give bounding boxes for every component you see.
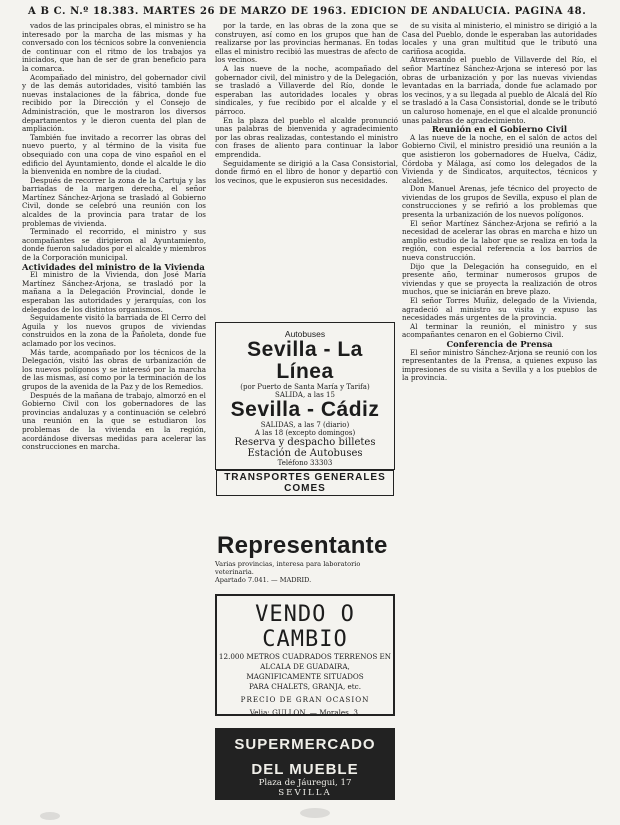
- paragraph: Don Manuel Arenas, jefe técnico del proyecto de viviendas de los grupos de Sevilla, expuso el plan de construcciones y se refirió a los problemas que presenta la urbanización de los nuevos polígonos.: [402, 184, 597, 220]
- paragraph: Más tarde, acompañado por los técnicos de la Delegación, visitó las obras de urbanización de los nuevos polígonos y se interesó por la marcha de las mismas, así como por la terminación de los grupos de la avenida de la Paz y de los Remedios.: [22, 347, 206, 391]
- paragraph: Acompañado del ministro, del gobernador civil y de las demás autoridades, visitó también las nuevas instalaciones de la fábrica, donde fue recibido por la Dirección y el Consejo de Administración, que le mostraron los diversos departamentos y le dieron cuenta del plan de ampliación.: [22, 72, 206, 134]
- paragraph: Atravesando el pueblo de Villaverde del Río, el señor Martínez Sánchez-Arjona se interesó por las obras de urbanización y por las nuevas viviendas levantadas en la barriada, donde fue aclamado por los vecinos, y a su llegada al pueblo de Alcalá del Río se trasladó a la Casa Consistorial, donde se le tributó un caluroso homenaje, en el que el alcalde pronunció unas palabras de agradecimiento.: [402, 55, 597, 125]
- route-title: Sevilla - Cádiz: [230, 398, 380, 421]
- paragraph: Terminado el recorrido, el ministro y sus acompañantes se dirigieron al Ayuntamiento, donde fueron saludados por el alcalde y miembros de la Corporación municipal.: [22, 227, 207, 263]
- ad-address: Plaza de Jáuregui, 17: [258, 778, 352, 788]
- paragraph: Después de la mañana de trabajo, almorzó en el Gobierno Civil con los gobernadores de las provincias andaluzas y a continuación se celebró una reunión en la que se estudiaron los problemas de la vivienda en la región, acordándose diversas medidas para acelerar las construcciones en marcha.: [22, 390, 206, 452]
- supermarket-advertisement: [215, 728, 395, 800]
- section-heading: Actividades del ministro de la Vivienda: [22, 261, 205, 272]
- paragraph: En la plaza del pueblo el alcalde pronunció unas palabras de bienvenida y agradecimiento por las obras realizadas, contestando el ministro con frases de aliento para continuar la labor emprendida.: [215, 115, 398, 159]
- ad-text: 12.000 METROS CUADRADOS TERRENOS EN ALCALA DE GUADAIRA,: [218, 652, 392, 671]
- page-header: A B C. N.º 18.383. MARTES 26 DE MARZO DE 1963. EDICION DE ANDALUCIA. PAGINA 48.: [28, 6, 587, 17]
- ad-title: VENDO O CAMBIO: [255, 602, 355, 652]
- scan-smudge: [40, 812, 60, 820]
- column-right: [402, 22, 597, 822]
- ad-text: PARA CHALETS, GRANJA, etc.: [249, 682, 361, 691]
- paragraph: También fue invitado a recorrer las obras del nuevo puerto, y al término de la visita fue obsequiado con una copa de vino español en el edificio del Ayuntamiento, donde el alcalde le dio la bienvenida en nombre de la ciudad.: [22, 132, 206, 177]
- paragraph: vados de las principales obras, el ministro se ha interesado por la marcha de las mismas y ha conversado con los técnicos sobre la conveniencia de continuar con el ritmo de los trabajos ya iniciados, que han de ser de gran beneficio para la comarca.: [22, 21, 206, 73]
- ad-title: DEL MUEBLE: [251, 761, 359, 778]
- route-via: (por Puerto de Santa María y Tarifa): [240, 383, 370, 391]
- paragraph: de su visita al ministerio, el ministro se dirigió a la Casa del Pueblo, donde le esperaban las autoridades locales y una gran multitud que le tributó una cariñosa acogida.: [402, 21, 597, 56]
- ad-title: SUPERMERCADO: [234, 736, 376, 753]
- ad-text: PRECIO DE GRAN OCASION: [240, 695, 370, 704]
- paragraph: El señor Torres Muñiz, delegado de la Vivienda, agradeció al ministro su visita y expuso las necesidades más urgentes de la provincia.: [402, 296, 597, 323]
- ad-city: SEVILLA: [278, 788, 332, 798]
- ad-title: Representante: [217, 532, 388, 559]
- departure-time: SALIDA, a las 15: [275, 391, 335, 399]
- ad-text: MAGNIFICAMENTE SITUADOS: [246, 672, 364, 681]
- section-heading: Reunión en el Gobierno Civil: [431, 124, 568, 135]
- paragraph: Seguidamente visitó la barriada de El Cerro del Aguila y los nuevos grupos de viviendas construidos en la zona de la Pañoleta, donde fue aclamado por los vecinos.: [22, 313, 206, 348]
- paragraph: Dijo que la Delegación ha conseguido, en el presente año, terminar numerosos grupos de viviendas y que se proyecta la realización de otros muchos, que se iniciarán en breve plazo.: [402, 261, 597, 297]
- ad-contact: Velia: GULLON. — Morales, 3.: [249, 708, 361, 717]
- station-text: Estación de Autobuses: [247, 448, 363, 459]
- ad-label: Autobuses: [284, 329, 326, 339]
- paragraph: Seguidamente se dirigió a la Casa Consistorial, donde firmó en el libro de honor y departió con los vecinos, que le expusieron sus necesidades.: [215, 158, 398, 185]
- departure-time: A las 18 (excepto domingos): [254, 429, 356, 437]
- company-logo: TRANSPORTES GENERALES COMES: [216, 470, 394, 496]
- paragraph: Al terminar la reunión, el ministro y sus acompañantes cenaron en el Gobierno Civil.: [402, 321, 597, 340]
- departure-time: SALIDAS, a las 7 (diario): [260, 421, 350, 429]
- route-title: Sevilla - La Línea: [247, 338, 363, 383]
- ad-contact: Apartado 7.041. — MADRID.: [215, 576, 312, 584]
- reservation-text: Reserva y despacho billetes: [234, 437, 376, 448]
- paragraph: El señor ministro Sánchez-Arjona se reunió con los representantes de la Prensa, a quienes expuso las impresiones de su visita a Sevilla y a los pueblos de la provincia.: [402, 347, 597, 383]
- column-left: [22, 22, 206, 817]
- paragraph: El ministro de la Vivienda, don José María Martínez Sánchez-Arjona, se trasladó por la mañana a la Delegación Provincial, donde le esperaban las autoridades y jerarquías, con los delegados de los distintos organismos.: [22, 270, 206, 314]
- paragraph: A las nueve de la noche, en el salón de actos del Gobierno Civil, el ministro presidió una reunión a la que asistieron los gobernadores de Huelva, Cádiz, Córdoba y Málaga, así como los delegados de la Vivienda y de Sindicatos, arquitectos, técnicos y alcaldes.: [402, 132, 597, 185]
- paragraph: por la tarde, en las obras de la zona que se construyen, así como en los grupos que han de realizarse por las provincias hermanas. En todas ellas el ministro recibió las muestras de afecto de los vecinos.: [215, 21, 398, 65]
- section-heading: Conferencia de Prensa: [446, 338, 553, 349]
- phone-text: Teléfono 33303: [277, 459, 333, 467]
- column-middle: [215, 22, 398, 322]
- ad-text: Varias provincias, interesa para laboratorio veterinaria.: [215, 560, 361, 576]
- paragraph: El señor Martínez Sánchez-Arjona se refirió a la necesidad de acelerar las obras en marcha e hizo un amplio estudio de la labor que se realiza en toda la región, con especial referencia a los barrios de nueva construcción.: [402, 218, 597, 263]
- land-sale-advertisement: [215, 594, 395, 716]
- bus-advertisement: [215, 322, 395, 494]
- representante-advertisement: [215, 532, 395, 592]
- scan-smudge: [300, 808, 330, 818]
- paragraph: Después de recorrer la zona de la Cartuja y las barriadas de la margen derecha, el señor Martínez Sánchez-Arjona se trasladó al Gobierno Civil, donde se celebró una reunión con los alcaldes de la provincia para tratar de los problemas de vivienda.: [22, 175, 206, 228]
- paragraph: A las nueve de la noche, acompañado del gobernador civil, del ministro y de la Delegación, se trasladó a Villaverde del Río, donde le esperaban las autoridades locales y obras sindicales, y fue recibido por el alcalde y el párroco.: [215, 63, 398, 116]
